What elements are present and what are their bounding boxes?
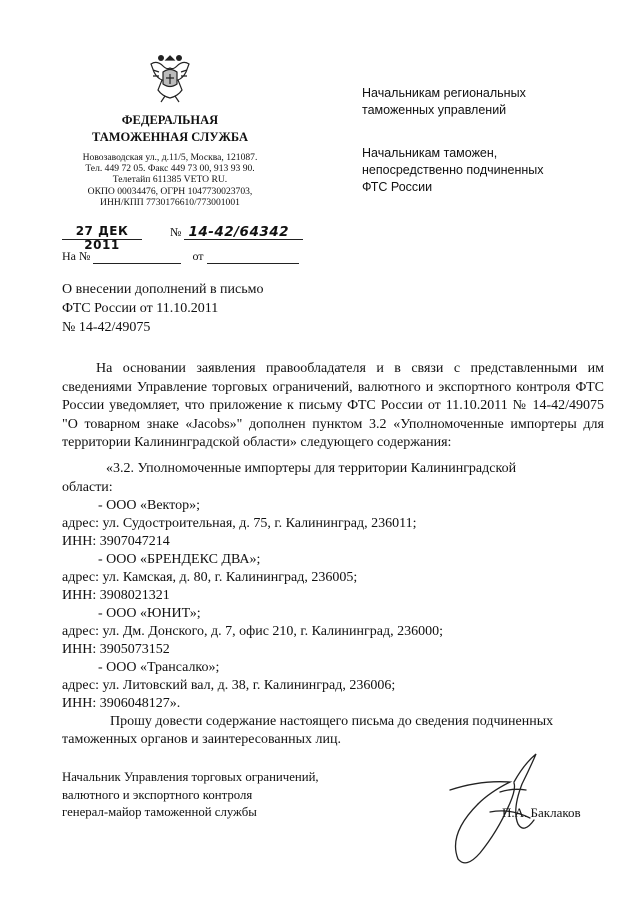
importer-name: - ООО «Вектор»; [98,498,200,513]
importer-name: - ООО «БРЕНДЕКС ДВА»; [98,552,261,567]
importer-address: адрес: ул. Камская, д. 80, г. Калининград, 236005; [62,570,358,585]
address-line: Телетайп 611385 VETO RU. [112,174,228,186]
letter-date: 27 ДЕК 2011 [62,224,142,240]
ref-label: На № [62,249,91,263]
organization-address [40,152,300,208]
registration-number-field [170,224,303,240]
importer-name: - ООО «Трансалко»; [98,660,220,675]
clause-heading-line1: «3.2. Уполномоченные импортеры для территории Калининградской [106,461,517,476]
reference-field [62,248,299,264]
clause-heading-line2: области: [62,480,113,495]
importer-name: - ООО «ЮНИТ»; [98,606,201,621]
number-label: № [170,225,182,239]
org-name-line2: ТАМОЖЕННАЯ СЛУЖБА [92,130,248,144]
addressee-line: Начальникам таможен, [362,146,498,160]
letter-number: 14-42/64342 [184,224,303,240]
signatory-title-line: генерал-майор таможенной службы [62,805,257,819]
address-line: Тел. 449 72 05. Факс 449 73 00, 913 93 90. [85,163,255,175]
body-paragraph [62,360,604,453]
importer-inn: ИНН: 3905073152 [62,642,170,657]
importer-address: адрес: ул. Судостроительная, д. 75, г. Калининград, 236011; [62,516,417,531]
importer-inn: ИНН: 3906048127». [62,696,181,711]
subject-line: ФТС России от 11.10.2011 [62,301,219,316]
letter-subject [62,280,264,337]
addressee-line: ФТС России [362,180,433,194]
importer-inn: ИНН: 3908021321 [62,588,170,603]
address-line: ИНН/КПП 7730176610/773001001 [100,196,240,208]
addressee-line: Начальникам региональных [362,86,526,100]
organization-name [40,112,300,146]
addressee-regional [362,85,526,119]
closing-line1: Прошу довести содержание настоящего письма до сведения подчиненных [110,714,554,729]
closing-line2: таможенных органов и заинтересованных лиц. [62,732,341,747]
org-name-line1: ФЕДЕРАЛЬНАЯ [121,113,219,127]
addressee-customs [362,145,544,196]
importer-address: адрес: ул. Дм. Донского, д. 7, офис 210, г. Калининград, 236000; [62,624,444,639]
subject-line: О внесении дополнений в письмо [62,282,264,297]
signatory-name: П.А. Баклаков [502,805,581,820]
ref-from-label: от [192,249,204,263]
address-line: ОКПО 00034476, ОГРН 1047730023703, [87,185,253,197]
importer-address: адрес: ул. Литовский вал, д. 38, г. Калининград, 236006; [62,678,396,693]
addressee-line: таможенных управлений [362,103,507,117]
coat-of-arms-icon [145,50,195,106]
signatory-title [62,769,319,822]
importer-inn: ИНН: 3907047214 [62,534,170,549]
subject-line: № 14-42/49075 [62,320,151,335]
addressee-line: непосредственно подчиненных [362,163,544,177]
address-line: Новозаводская ул., д.11/5, Москва, 121087. [82,152,258,163]
registration-date-field [62,224,142,252]
signatory-title-line: Начальник Управления торговых ограничений, [62,770,319,784]
body-paragraph-text: На основании заявления правообладателя и в связи с представленными им сведениями Управление торговых ограничений, валютного и экспортного контроля ФТС России уведомляет, что приложение к письму ФТС России от 11.10.2011 № 14-42/49075 "О товарном знаке «Jacobs»" дополнен пунктом 3.2 «Уполномоченные импортеры для территории Калининградской области» следующего содержания: [62,361,604,450]
signatory-title-line: валютного и экспортного контроля [62,787,253,802]
